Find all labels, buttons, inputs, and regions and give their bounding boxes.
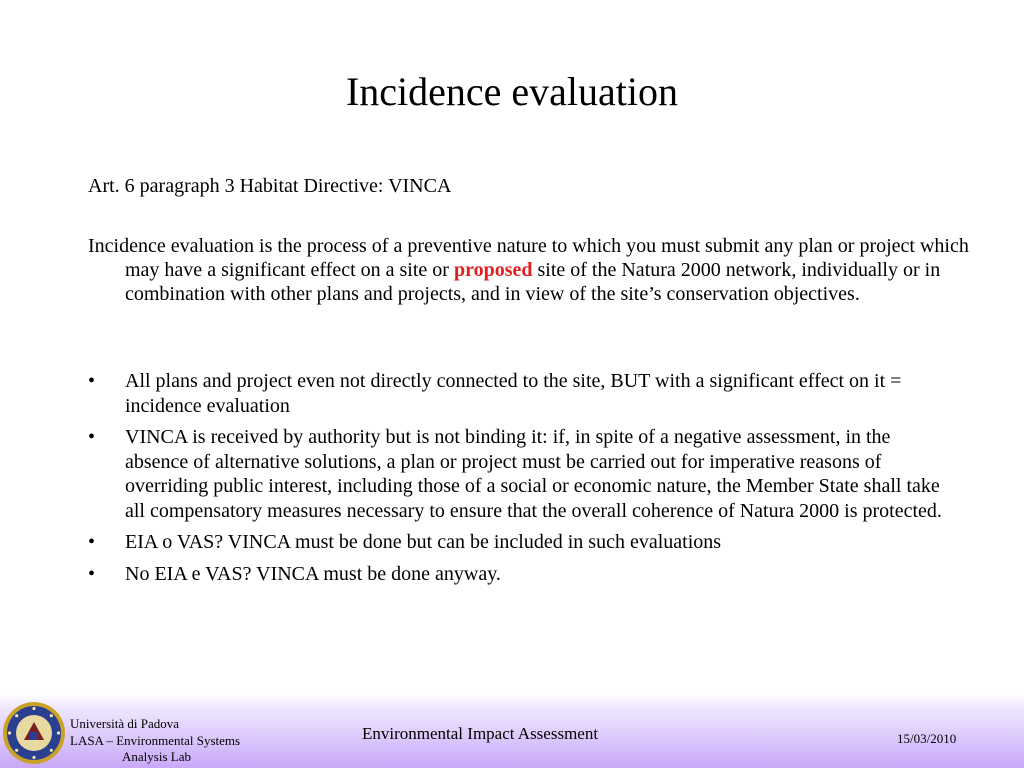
university-seal-icon [2,700,66,766]
bullet-marker: • [88,562,96,585]
bullet-item [88,425,948,523]
paragraph-text-end: site of the Natura 2000 network, individually or in combination with other plans and projects, and in view of the site’s conservation objectives. [125,259,941,305]
footer-date: 15/03/2010 [897,731,957,746]
bullet-marker: • [88,370,96,392]
slide-title: Incidence evaluation [345,69,679,114]
affiliation-lab-line1: LASA – Environmental Systems [70,732,241,748]
slide-subtitle: Art. 6 paragraph 3 Habitat Directive: VINCA [88,175,452,197]
intro-paragraph [88,234,985,306]
bullet-text: No EIA e VAS? VINCA must be done anyway. [125,562,501,585]
affiliation [70,716,240,766]
paragraph-text-start: Incidence evaluation is the process of a preventive nature to which you must submit any plan or project which may have a significant effect on a site or [88,235,969,281]
seal-emblem-door [30,732,38,740]
bullet-text: EIA o VAS? VINCA must be done but can be included in such evaluations [125,531,722,553]
bullet-marker: • [88,426,96,448]
bullet-item [88,530,948,555]
bullet-list [88,369,948,593]
bullet-text: All plans and project even not directly connected to the site, BUT with a significant effect on it = incidence evaluation [125,370,902,417]
affiliation-university: Università di Padova [70,716,180,731]
bullet-item [88,562,948,587]
affiliation-lab-line2: Analysis Lab [122,749,191,764]
bullet-item [88,369,948,418]
bullet-text: VINCA is received by authority but is not binding it: if, in spite of a negative assessment, in the absence of alternative solutions, a plan or project must be carried out for imperative reasons of overriding public interest, including those of a social or economic nature, the Member State shall take all compensatory measures necessary to ensure that the overall coherence of Natura 2000 is protected. [125,426,942,522]
footer-course-title: Environmental Impact Assessment [362,724,599,743]
emphasis-word: proposed [453,259,533,281]
bullet-marker: • [88,531,96,553]
